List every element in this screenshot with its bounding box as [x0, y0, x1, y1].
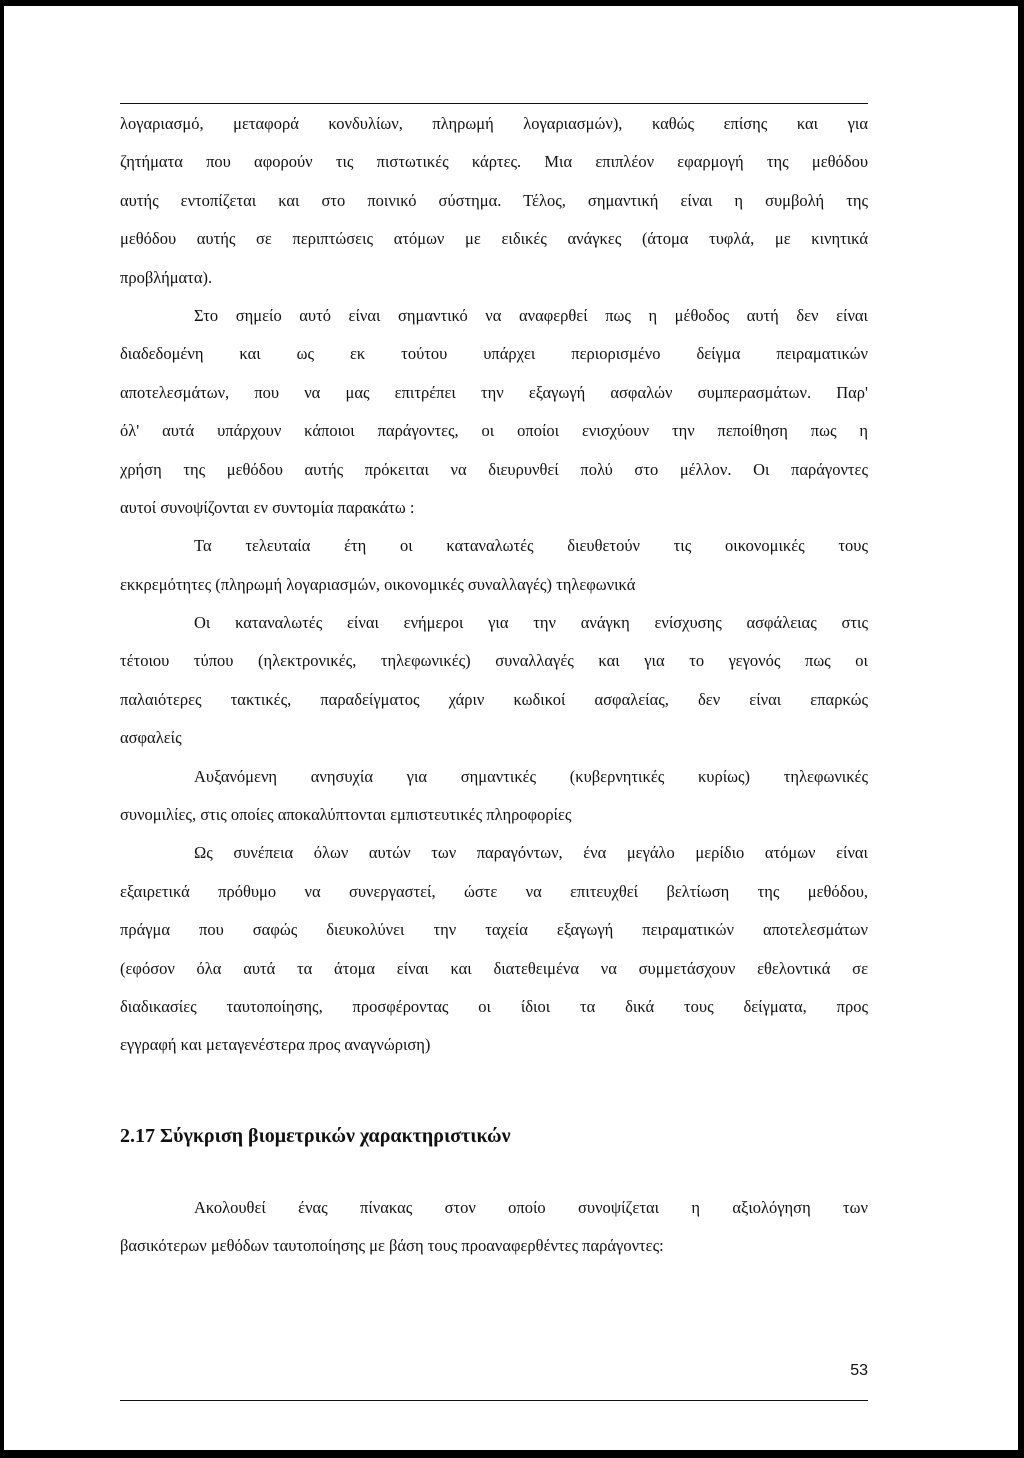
text-line: πράγμα που σαφώς διευκολύνει την ταχεία εξαγωγή πειραματικών αποτελεσμάτων: [120, 920, 868, 940]
page-body: [120, 105, 868, 1266]
bottom-rule: [120, 1400, 868, 1401]
text-line: προβλήματα).: [120, 267, 213, 287]
spacer: [120, 1065, 868, 1113]
text-line: αποτελεσμάτων, που να μας επιτρέπει την εξαγωγή ασφαλών συμπερασμάτων. Παρ': [120, 382, 868, 402]
spacer: [120, 1159, 868, 1189]
text-line: διαδεδομένη και ως εκ τούτου υπάρχει περιορισμένο δείγμα πειραματικών: [120, 344, 868, 364]
document-page: [4, 6, 1018, 1450]
list-item-first-line: Τα τελευταία έτη οι καταναλωτές διευθετούν τις οικονομικές τους: [194, 536, 868, 556]
paragraph-first-line: Στο σημείο αυτό είναι σημαντικό να αναφερθεί πως η μέθοδος αυτή δεν είναι: [194, 305, 868, 325]
text-line: εκκρεμότητες (πληρωμή λογαριασμών, οικονομικές συναλλαγές) τηλεφωνικά: [120, 574, 636, 594]
paragraph-first-line: Ακολουθεί ένας πίνακας στον οποίο συνοψίζεται η αξιολόγηση των: [194, 1197, 868, 1217]
text-line: αυτής εντοπίζεται και στο ποινικό σύστημα. Τέλος, σημαντική είναι η συμβολή της: [120, 190, 868, 210]
text-line: χρήση της μεθόδου αυτής πρόκειται να διευρυνθεί πολύ στο μέλλον. Οι παράγοντες: [120, 459, 868, 479]
text-line: ασφαλείς: [120, 728, 182, 748]
text-line: λογαριασμό, μεταφορά κονδυλίων, πληρωμή λογαριασμών), καθώς επίσης και για: [120, 114, 868, 133]
text-line: ζητήματα που αφορούν τις πιστωτικές κάρτες. Μια επιπλέον εφαρμογή της μεθόδου: [120, 152, 868, 172]
text-line: εξαιρετικά πρόθυμο να συνεργαστεί, ώστε να επιτευχθεί βελτίωση της μεθόδου,: [120, 881, 868, 901]
page-number: 53: [850, 1362, 868, 1379]
text-line: παλαιότερες τακτικές, παραδείγματος χάριν κωδικοί ασφαλείας, δεν είναι επαρκώς: [120, 689, 868, 709]
text-line: συνομιλίες, στις οποίες αποκαλύπτονται εμπιστευτικές πληροφορίες: [120, 805, 572, 825]
top-rule: [120, 103, 868, 104]
text-line: βασικότερων μεθόδων ταυτοποίησης με βάση τους προαναφερθέντες παράγοντες:: [120, 1236, 664, 1256]
list-item-first-line: Οι καταναλωτές είναι ενήμεροι για την ανάγκη ενίσχυσης ασφάλειας στις: [194, 613, 868, 633]
paragraph-first-line: Ως συνέπεια όλων αυτών των παραγόντων, ένα μεγάλο μερίδιο ατόμων είναι: [194, 843, 868, 863]
text-line: τέτοιου τύπου (ηλεκτρονικές, τηλεφωνικές) συναλλαγές και για το γεγονός πως οι: [120, 651, 868, 671]
text-line: όλ' αυτά υπάρχουν κάποιοι παράγοντες, οι οποίοι ενισχύουν την πεποίθηση πως η: [120, 421, 868, 441]
text-line: εγγραφή και μεταγενέστερα προς αναγνώριση): [120, 1035, 431, 1055]
text-line: μεθόδου αυτής σε περιπτώσεις ατόμων με ειδικές ανάγκες (άτομα τυφλά, με κινητικά: [120, 229, 868, 249]
text-line: αυτοί συνοψίζονται εν συντομία παρακάτω :: [120, 497, 415, 517]
list-item-first-line: Αυξανόμενη ανησυχία για σημαντικές (κυβερνητικές κυρίως) τηλεφωνικές: [194, 766, 868, 786]
text-line: διαδικασίες ταυτοποίησης, προσφέροντας οι ίδιοι τα δικά τους δείγματα, προς: [120, 996, 868, 1016]
section-heading: 2.17 Σύγκριση βιομετρικών χαρακτηριστικών: [120, 1124, 511, 1147]
text-line: (εφόσον όλα αυτά τα άτομα είναι και διατεθειμένα να συμμετάσχουν εθελοντικά σε: [120, 958, 868, 978]
